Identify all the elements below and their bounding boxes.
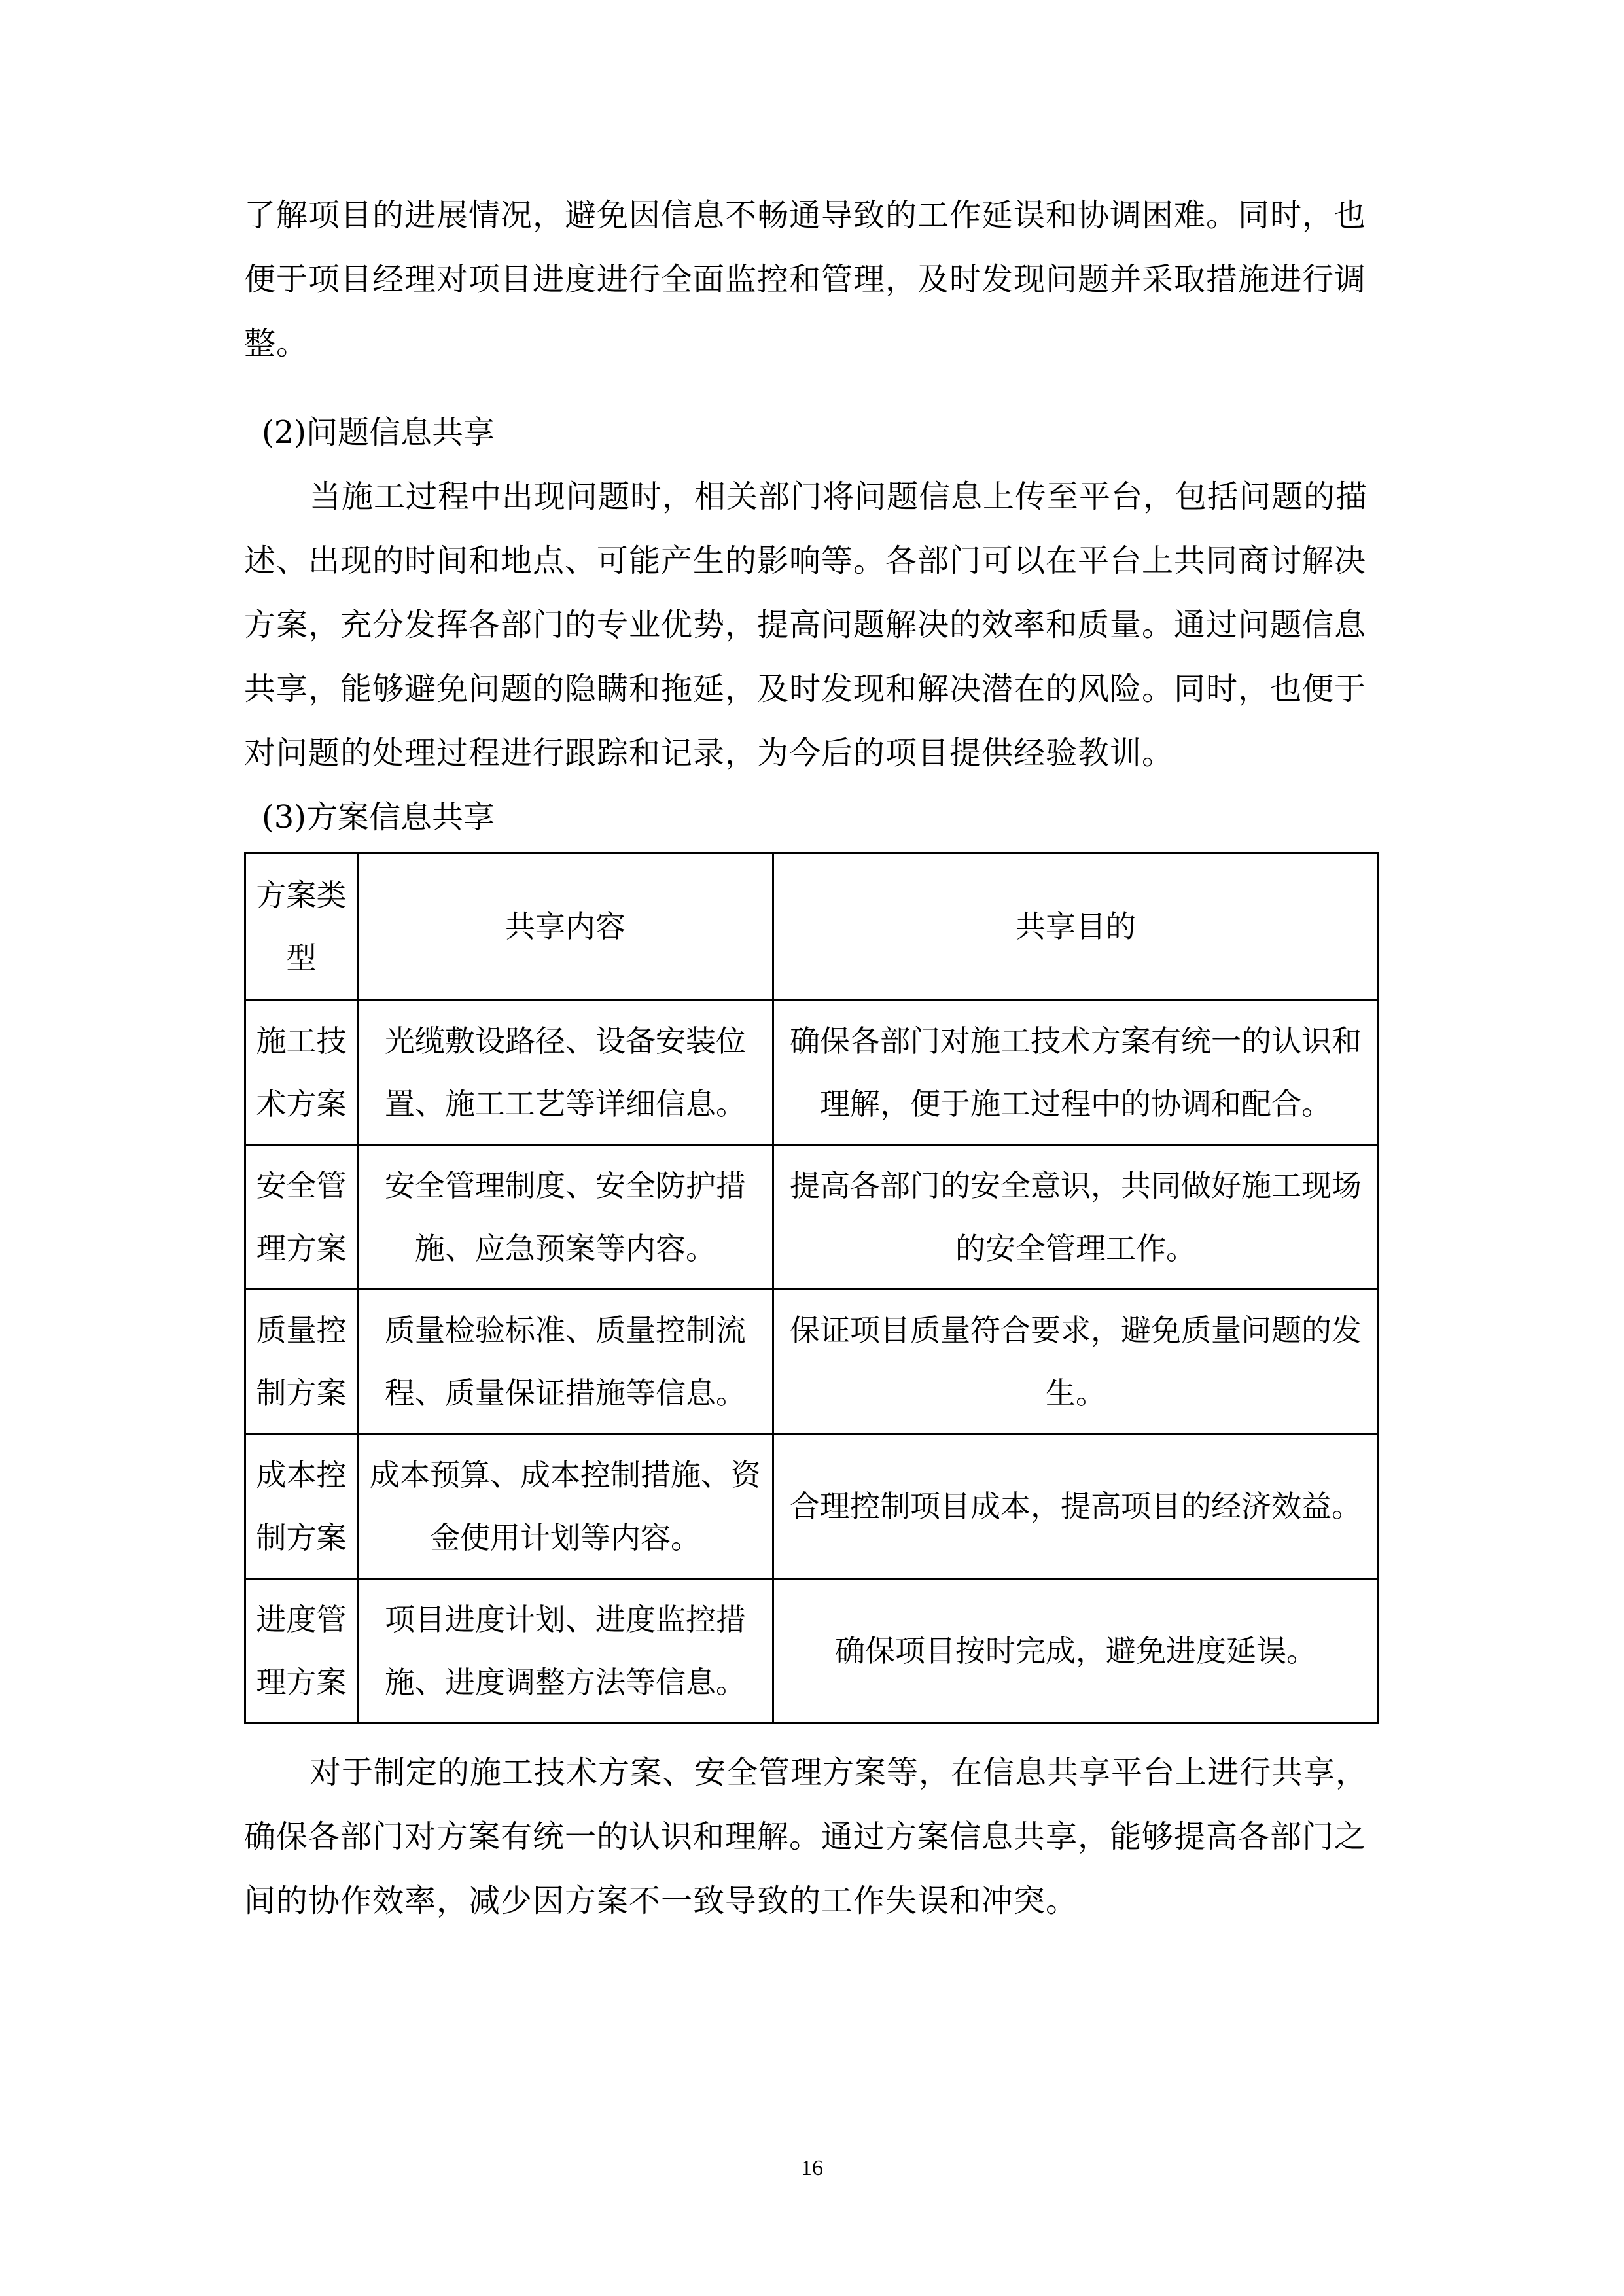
problem-sharing-paragraph: 当施工过程中出现问题时，相关部门将问题信息上传至平台，包括问题的描述、出现的时间和地点、可能产生的影响等。各部门可以在平台上共同商讨解决方案，充分发挥各部门的专业优势，提高问题解决的效率和质量。通过问题信息共享，能够避免问题的隐瞒和拖延，及时发现和解决潜在的风险。同时，也便于对问题的处理过程进行跟踪和记录，为今后的项目提供经验教训。 <box>244 478 1368 771</box>
plan-sharing-table <box>244 852 1379 1724</box>
cell-shared-content: 安全管理制度、安全防护措施、应急预案等内容。 <box>358 1145 773 1290</box>
cell-shared-content: 项目进度计划、进度监控措施、进度调整方法等信息。 <box>358 1579 773 1723</box>
cell-sharing-purpose: 合理控制项目成本，提高项目的经济效益。 <box>773 1434 1379 1579</box>
cell-sharing-purpose: 确保项目按时完成，避免进度延误。 <box>773 1579 1379 1723</box>
table-row <box>245 1290 1379 1434</box>
cell-plan-type: 安全管理方案 <box>245 1145 358 1290</box>
cell-sharing-purpose: 保证项目质量符合要求，避免质量问题的发生。 <box>773 1290 1379 1434</box>
cell-sharing-purpose: 提高各部门的安全意识，共同做好施工现场的安全管理工作。 <box>773 1145 1379 1290</box>
section-heading-plan-sharing: (3)方案信息共享 <box>262 799 495 836</box>
cell-plan-type: 质量控制方案 <box>245 1290 358 1434</box>
continuation-paragraph: 了解项目的进展情况，避免因信息不畅通导致的工作延误和协调困难。同时，也便于项目经理对项目进度进行全面监控和管理，及时发现问题并采取措施进行调整。 <box>244 197 1367 362</box>
table-row <box>245 1434 1379 1579</box>
cell-shared-content: 光缆敷设路径、设备安装位置、施工工艺等详细信息。 <box>358 1000 773 1145</box>
section-heading-problem-sharing: (2)问题信息共享 <box>262 414 495 451</box>
header-shared-content: 共享内容 <box>358 853 773 1000</box>
table-row <box>245 1579 1379 1723</box>
header-plan-type: 方案类型 <box>245 853 358 1000</box>
cell-shared-content: 成本预算、成本控制措施、资金使用计划等内容。 <box>358 1434 773 1579</box>
table-header-row <box>245 853 1379 1000</box>
table-row <box>245 1000 1379 1145</box>
cell-sharing-purpose: 确保各部门对施工技术方案有统一的认识和理解，便于施工过程中的协调和配合。 <box>773 1000 1379 1145</box>
header-sharing-purpose: 共享目的 <box>773 853 1379 1000</box>
cell-plan-type: 进度管理方案 <box>245 1579 358 1723</box>
plan-sharing-paragraph: 对于制定的施工技术方案、安全管理方案等，在信息共享平台上进行共享，确保各部门对方案有统一的认识和理解。通过方案信息共享，能够提高各部门之间的协作效率，减少因方案不一致导致的工作失误和冲突。 <box>244 1754 1368 1919</box>
cell-shared-content: 质量检验标准、质量控制流程、质量保证措施等信息。 <box>358 1290 773 1434</box>
table-row <box>245 1145 1379 1290</box>
cell-plan-type: 成本控制方案 <box>245 1434 358 1579</box>
cell-plan-type: 施工技术方案 <box>245 1000 358 1145</box>
page-number: 16 <box>801 2156 823 2180</box>
